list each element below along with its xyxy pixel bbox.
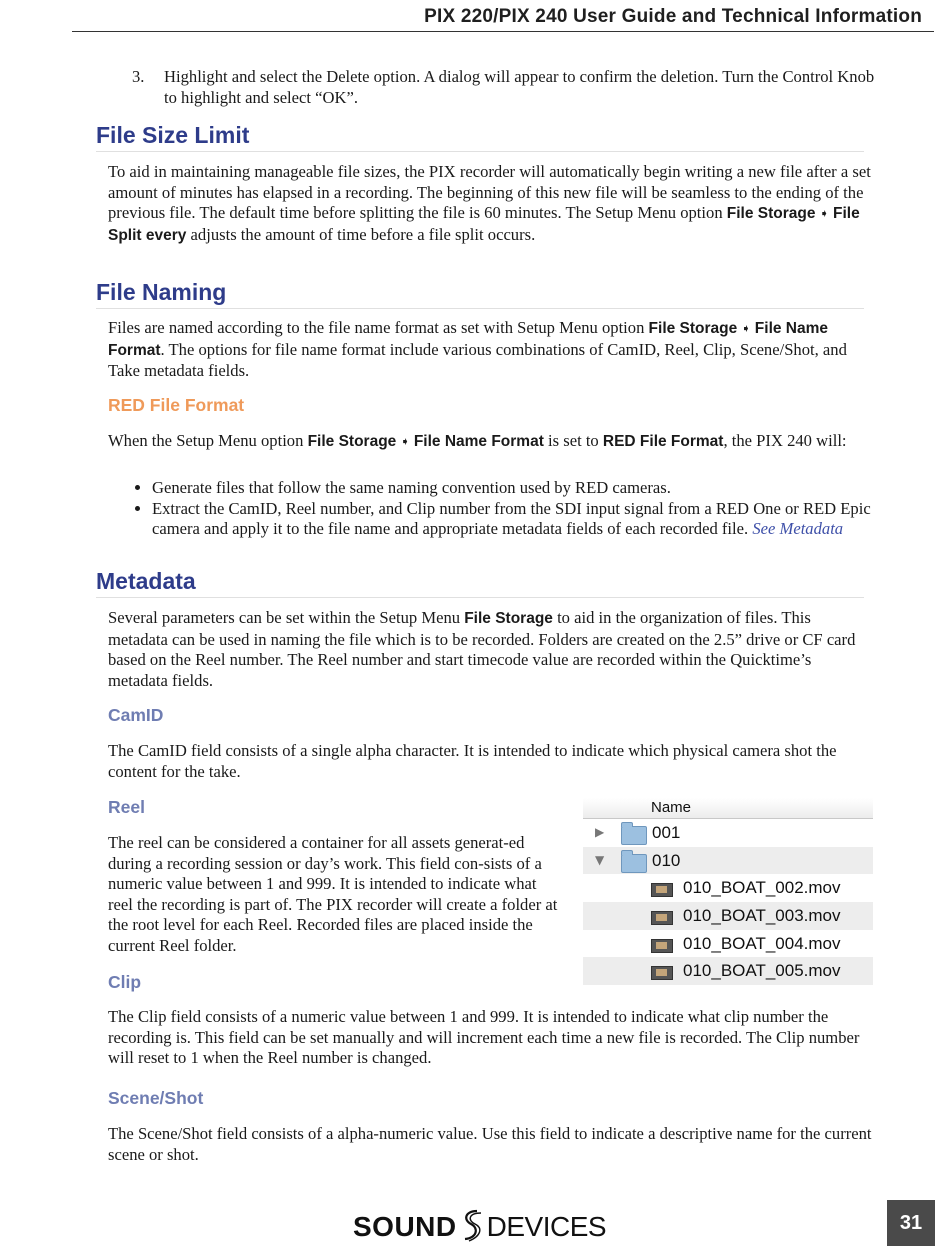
text: . The options for file name format include various combinations of CamID, Reel, Clip, Scene/Shot, and Take metadata fields. — [108, 339, 847, 380]
running-header: PIX 220/PIX 240 User Guide and Technical Information — [424, 6, 922, 27]
finder-file-list — [583, 798, 873, 986]
text: , the PIX 240 will: — [723, 431, 847, 450]
see-metadata-link[interactable]: See Metadata — [752, 519, 844, 538]
page-number: 31 — [887, 1200, 935, 1246]
reel-paragraph: The reel can be considered a container for all assets generat-ed during a recording session or day’s work. This field con-sists of a numeric value between 1 and 999. It is intended to indicate what reel the recording is part of. The PIX recorder will create a folder at the root level for each Reel. Recorded files are placed inside the current Reel folder. — [108, 833, 558, 955]
menu-file-storage: File Storage — [464, 610, 553, 627]
arrow-icon: ➧ — [741, 322, 751, 335]
menu-file-storage: File Storage — [726, 205, 816, 222]
file-row[interactable] — [583, 957, 873, 985]
file-naming-paragraph — [108, 318, 873, 382]
list-item-text: Extract the CamID, Reel number, and Clip number from the SDI input signal from a RED One or RED Epic camera and apply it to the file name and appropriate metadata fields of each recorded file. — [152, 498, 871, 538]
menu-file-storage: File Storage — [648, 320, 738, 337]
file-row[interactable] — [583, 874, 873, 902]
movie-file-icon — [651, 966, 673, 980]
heading-camid: CamID — [108, 705, 164, 725]
menu-file-split-every: File Split every — [108, 205, 860, 244]
movie-file-icon — [651, 883, 673, 897]
step-text: Highlight and select the Delete option. A dialog will appear to confirm the deletion. Turn the Control Knob to highlight and select “OK”. — [164, 67, 875, 107]
step-number: 3. — [132, 67, 145, 86]
text: adjusts the amount of time before a file split occurs. — [186, 224, 536, 244]
list-item-text: Generate files that follow the same naming convention used by RED cameras. — [152, 478, 671, 497]
file-name: 010_BOAT_005.mov — [683, 961, 841, 981]
file-name: 010_BOAT_002.mov — [683, 878, 841, 898]
sound-devices-logo — [353, 1208, 606, 1244]
heading-scene-shot: Scene/Shot — [108, 1088, 204, 1108]
heading-metadata: Metadata — [96, 567, 864, 598]
logo-text-sound: SOUND — [353, 1211, 457, 1242]
folder-name: 001 — [652, 823, 681, 842]
heading-clip: Clip — [108, 972, 142, 992]
movie-file-icon — [651, 939, 673, 953]
text: When the Setup Menu option — [108, 431, 308, 450]
folder-icon — [621, 826, 647, 845]
list-item — [152, 478, 892, 499]
menu-file-name-format: File Name Format — [413, 433, 544, 450]
folder-row-001[interactable] — [583, 819, 873, 847]
list-item — [152, 499, 892, 540]
arrow-icon: ➧ — [819, 207, 829, 220]
folder-row-010[interactable] — [583, 847, 873, 875]
text: to aid in the organization of files. This metadata can be used in naming the file which is to be recorded. Folders are created on the 2.5” drive or CF card based on the Reel number. The Reel number and start timecode value are recorded within the Quicktime’s metadata fields. — [108, 608, 856, 690]
folder-icon — [621, 854, 647, 873]
red-file-format-list — [130, 478, 892, 540]
logo-text-devices: DEVICES — [486, 1211, 607, 1242]
text: Files are named according to the file name format as set with Setup Menu option — [108, 318, 649, 337]
scene-shot-paragraph: The Scene/Shot field consists of a alpha-numeric value. Use this field to indicate a descriptive name for the current scene or shot. — [108, 1124, 872, 1164]
file-size-limit-paragraph — [108, 162, 873, 246]
folder-name: 010 — [652, 850, 681, 870]
menu-red-file-format: RED File Format — [602, 433, 724, 450]
red-file-format-paragraph — [108, 431, 873, 453]
metadata-paragraph — [108, 608, 873, 691]
file-name: 010_BOAT_004.mov — [683, 933, 841, 953]
camid-paragraph: The CamID field consists of a single alpha character. It is intended to indicate which physical camera shot the content for the take. — [108, 741, 837, 781]
movie-file-icon — [651, 911, 673, 925]
menu-file-name-format: File Name Format — [108, 320, 829, 359]
disclosure-down-icon[interactable]: ▼ — [595, 852, 605, 867]
file-row[interactable] — [583, 902, 873, 930]
name-column-header[interactable]: Name — [583, 798, 873, 819]
heading-red-file-format: RED File Format — [108, 395, 245, 415]
disclosure-right-icon[interactable]: ▶ — [595, 825, 605, 839]
logo-s-mark-icon — [457, 1208, 487, 1242]
arrow-icon: ➧ — [400, 435, 410, 448]
text: To aid in maintaining manageable file sizes, the PIX recorder will automatically begin writing a new file after a set amount of minutes has elapsed in a recording. The beginning of this new file will be seamless to the ending of the previous file. The default time before splitting the file is 60 minutes. The Setup Menu option — [108, 162, 871, 222]
text: Several parameters can be set within the Setup Menu — [108, 608, 465, 627]
heading-file-naming: File Naming — [96, 278, 864, 309]
file-row[interactable] — [583, 930, 873, 958]
file-name: 010_BOAT_003.mov — [683, 906, 841, 926]
header-rule — [72, 31, 934, 32]
text: is set to — [543, 431, 603, 450]
heading-reel: Reel — [108, 797, 145, 817]
heading-file-size-limit: File Size Limit — [96, 121, 864, 152]
menu-file-storage: File Storage — [307, 433, 397, 450]
clip-paragraph: The Clip field consists of a numeric value between 1 and 999. It is intended to indicate what clip number the recording is. This field can be set manually and will increment each time a new file is recorded. The Clip number will reset to 1 when the Reel number is changed. — [108, 1007, 860, 1067]
